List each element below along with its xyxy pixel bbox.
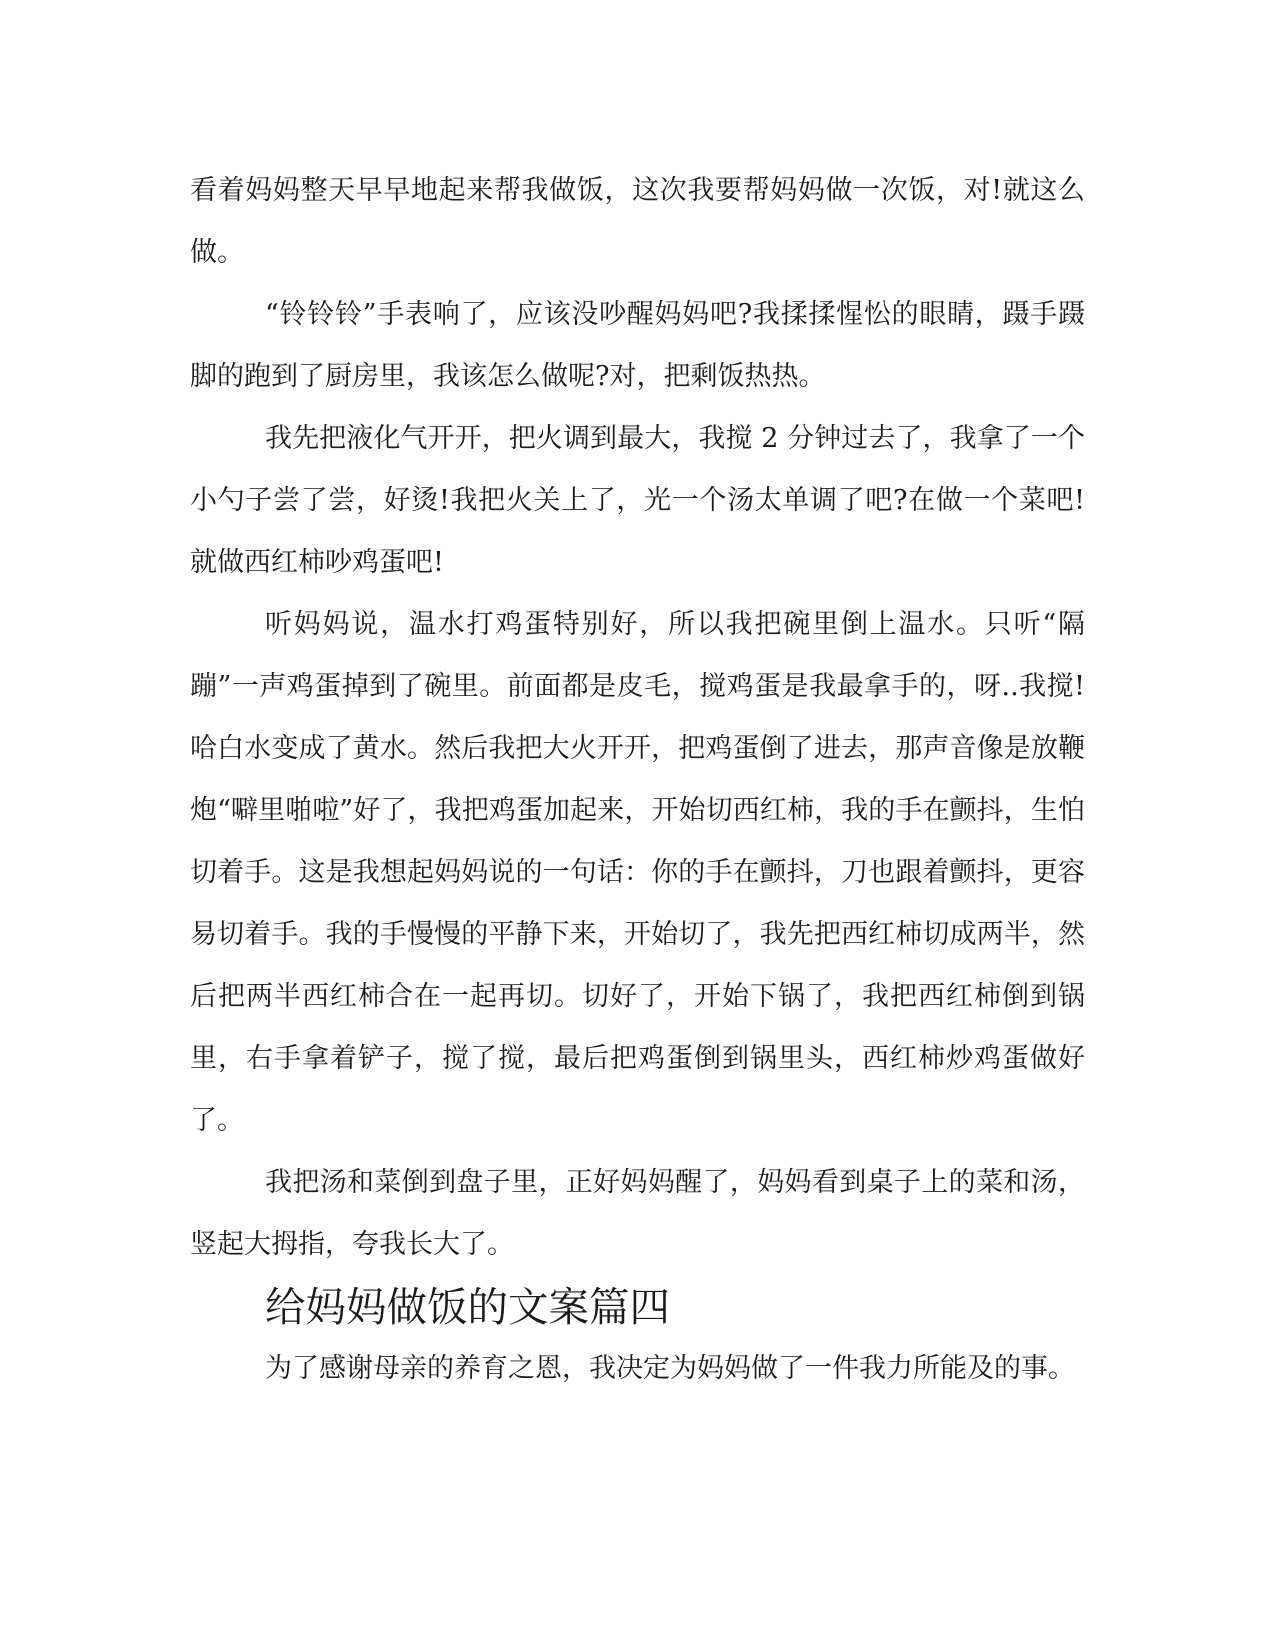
paragraph-alarm: “铃铃铃”手表响了，应该没吵醒妈妈吧?我揉揉惺忪的眼睛，蹑手蹑脚的跑到了厨房里，我该怎么做呢?对，把剩饭热热。 xyxy=(190,299,1085,392)
paragraph-eggs: 听妈妈说，温水打鸡蛋特别好，所以我把碗里倒上温水。只听“隔蹦”一声鸡蛋掉到了碗里。前面都是皮毛，搅鸡蛋是我最拿手的，呀..我搅!哈白水变成了黄水。然后我把大火开开，把鸡蛋倒了进去，那声音像是放鞭炮“噼里啪啦”好了，我把鸡蛋加起来，开始切西红柿，我的手在颤抖，生怕切着手。这是我想起妈妈说的一句话：你的手在颤抖，刀也跟着颤抖，更容易切着手。我的手慢慢的平静下来，开始切了，我先把西红柿切成两半，然后把两半西红柿合在一起再切。切好了，开始下锅了，我把西红柿倒到锅里，右手拿着铲子，搅了搅，最后把鸡蛋倒到锅里头，西红柿炒鸡蛋做好了。 xyxy=(190,609,1085,1136)
paragraph-serve: 我把汤和菜倒到盘子里，正好妈妈醒了，妈妈看到桌子上的菜和汤，竖起大拇指，夸我长大了。 xyxy=(190,1167,1085,1260)
section-heading: 给妈妈做饭的文案篇四 xyxy=(265,1283,670,1331)
paragraph-soup: 我先把液化气开开，把火调到最大，我搅 2 分钟过去了，我拿了一个小勺子尝了尝，好烫!我把火关上了，光一个汤太单调了吧?在做一个菜吧!就做西红柿吵鸡蛋吧! xyxy=(190,423,1085,578)
paragraph-closing: 为了感谢母亲的养育之恩，我决定为妈妈做了一件我力所能及的事。 xyxy=(265,1353,1075,1384)
paragraph-intro: 看着妈妈整天早早地起来帮我做饭，这次我要帮妈妈做一次饭，对!就这么做。 xyxy=(190,175,1085,268)
document-body xyxy=(190,160,1085,1400)
